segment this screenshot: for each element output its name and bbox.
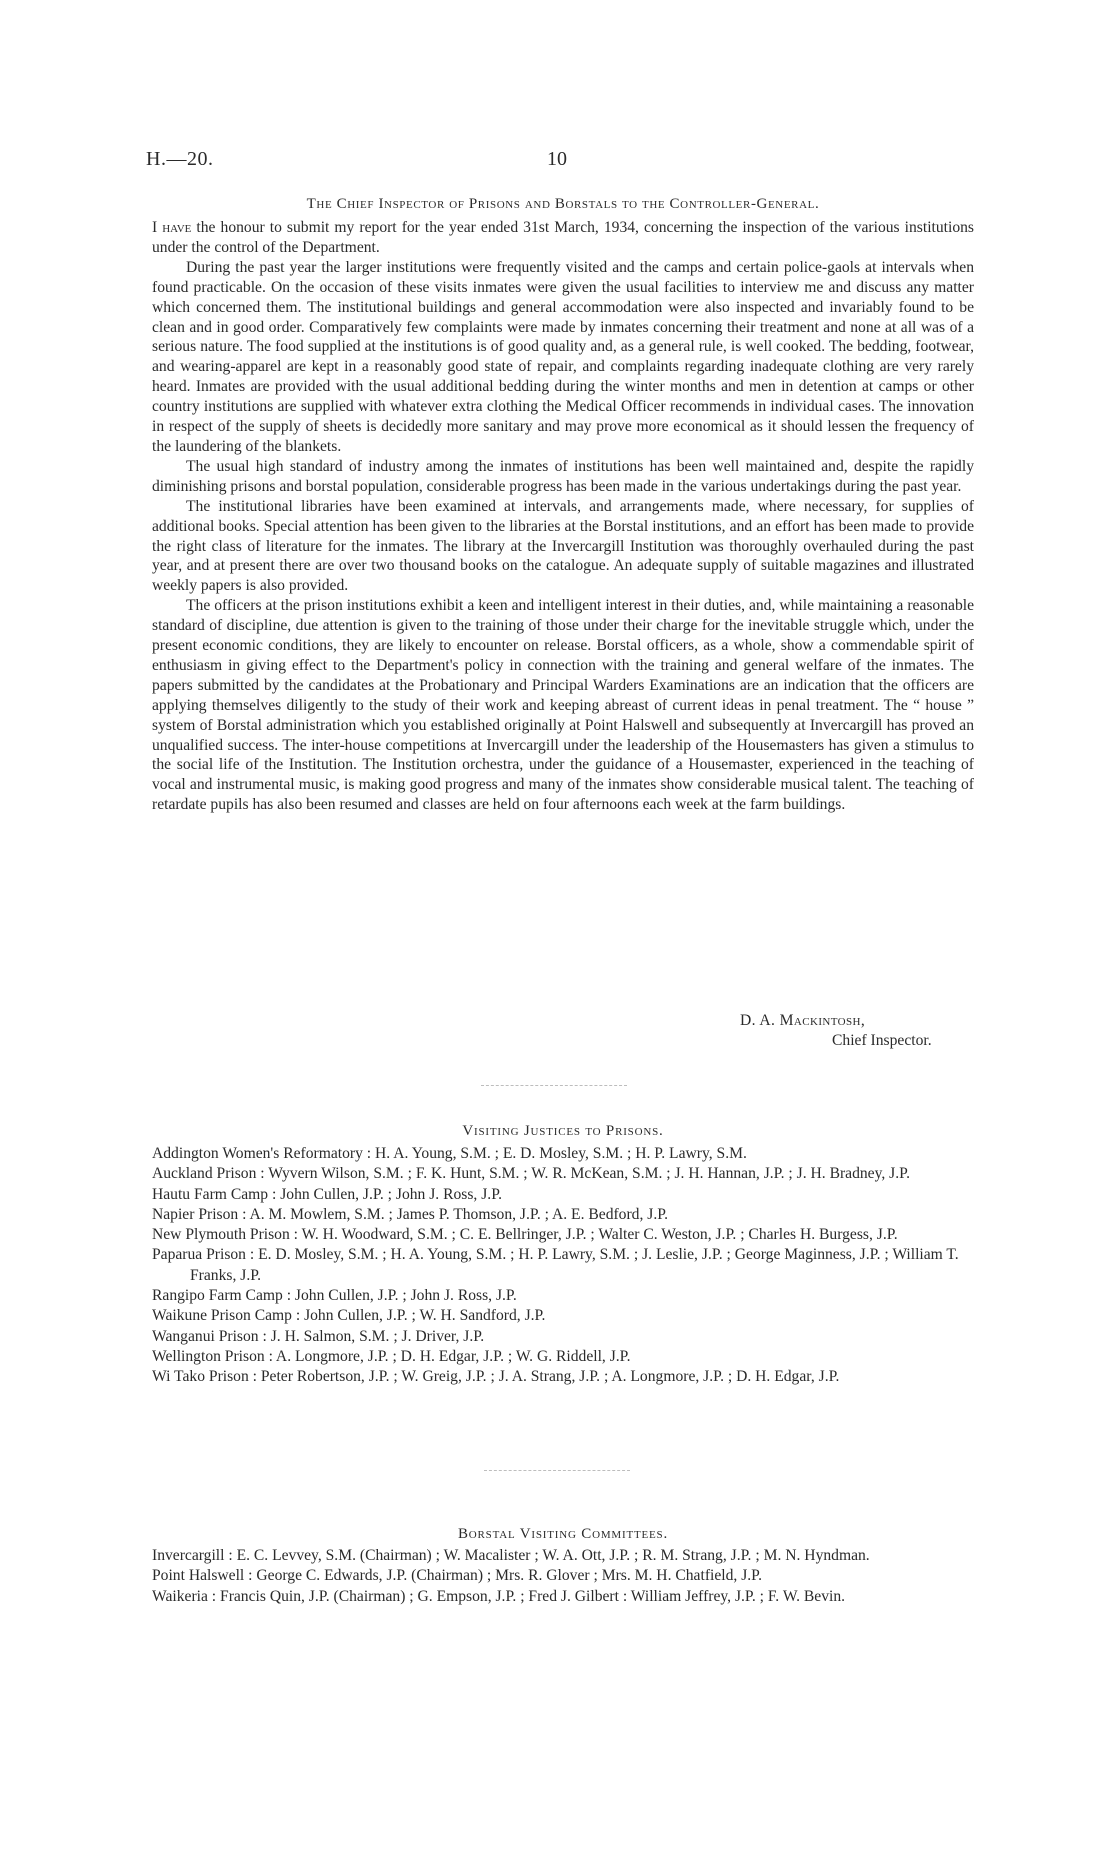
section-divider <box>484 1470 630 1471</box>
signature-title: Chief Inspector. <box>832 1032 932 1049</box>
list-item: Invercargill : E. C. Levvey, S.M. (Chairman) ; W. Macalister ; W. A. Ott, J.P. ; R. M. Strang, J.P. ; M. N. Hyndman. <box>152 1547 870 1564</box>
report-title: The Chief Inspector of Prisons and Borstals to the Controller-General. <box>306 196 820 212</box>
visiting-justices-list <box>152 1144 982 1388</box>
report-paragraph <box>152 218 974 258</box>
list-item: Rangipo Farm Camp : John Cullen, J.P. ; John J. Ross, J.P. <box>152 1287 517 1305</box>
signature-block <box>740 1011 932 1051</box>
report-paragraph: The usual high standard of industry among the inmates of institutions has been well maintained and, despite the rapidly diminishing prisons and borstal population, considerable progress has been made in the various undertakings during the past year. <box>152 457 974 495</box>
list-item: Auckland Prison : Wyvern Wilson, S.M. ; F. K. Hunt, S.M. ; W. R. McKean, S.M. ; J. H. Hannan, J.P. ; J. H. Bradney, J.P. <box>152 1165 910 1183</box>
list-item: Wellington Prison : A. Longmore, J.P. ; D. H. Edgar, J.P. ; W. G. Riddell, J.P. <box>152 1347 631 1365</box>
list-item: Wi Tako Prison : Peter Robertson, J.P. ; W. Greig, J.P. ; J. A. Strang, J.P. ; A. Longmore, J.P. ; D. H. Edgar, J.P. <box>152 1368 840 1386</box>
list-item: Paparua Prison : E. D. Mosley, S.M. ; H. A. Young, S.M. ; H. P. Lawry, S.M. ; J. Leslie, J.P. ; George Maginness, J.P. ; William T. Franks, J.P. <box>152 1246 959 1284</box>
signature-name: D. A. Mackintosh, <box>740 1012 866 1029</box>
list-item: Point Halswell : George C. Edwards, J.P. (Chairman) ; Mrs. R. Glover ; Mrs. M. H. Chatfield, J.P. <box>152 1567 762 1585</box>
list-item: Addington Women's Reformatory : H. A. Young, S.M. ; E. D. Mosley, S.M. ; H. P. Lawry, S.M. <box>152 1145 747 1162</box>
list-item: Napier Prison : A. M. Mowlem, S.M. ; James P. Thomson, J.P. ; A. E. Bedford, J.P. <box>152 1205 669 1223</box>
report-paragraph: During the past year the larger institutions were frequently visited and the camps and certain police-gaols at intervals when found practicable. On the occasion of these visits inmates were given the usual facilities to interview me and discuss any matter which concerned them. The institutional buildings and general accommodation were also inspected and invariably found to be clean and in good order. Comparatively few complaints were made by inmates concerning their treatment and none at all was of a serious nature. The food supplied at the institutions is of good quality and, as a general rule, is well cooked. The bedding, footwear, and wearing-apparel are kept in a reasonably good state of repair, and complaints regarding inadequate clothing are very rarely heard. Inmates are provided with the usual additional bedding during the winter months and men in detention at camps or other country institutions are supplied with whatever extra clothing the Medical Officer recommends in individual cases. The innovation in respect of the supply of sheets is decidedly more sanitary and may prove more economical as it should lessen the frequency of the laundering of the blankets. <box>152 258 974 455</box>
report-lead-words: I have <box>152 219 192 236</box>
report-body <box>152 218 974 815</box>
list-item: Waikune Prison Camp : John Cullen, J.P. ; W. H. Sandford, J.P. <box>152 1307 546 1325</box>
report-paragraph: The institutional libraries have been examined at intervals, and arrangements made, where necessary, for supplies of additional books. Special attention has been given to the libraries at the Borstal institutions, and an effort has been made to provide the right class of literature for the inmates. The library at the Invercargill Institution was thoroughly overhauled during the past year, and at present there are over two thousand books on the catalogue. An adequate supply of suitable magazines and illustrated weekly papers is also provided. <box>152 497 974 595</box>
list-item: Hautu Farm Camp : John Cullen, J.P. ; John J. Ross, J.P. <box>152 1185 503 1203</box>
list-item: Waikeria : Francis Quin, J.P. (Chairman) ; G. Empson, J.P. ; Fred J. Gilbert : William Jeffrey, J.P. ; F. W. Bevin. <box>152 1587 846 1605</box>
report-paragraph: The officers at the prison institutions exhibit a keen and intelligent interest in their duties, and, while maintaining a reasonable standard of discipline, due attention is given to the training of those under their charge for the inevitable struggle which, under the present economic conditions, they are likely to encounter on release. Borstal officers, as a whole, show a commendable spirit of enthusiasm in giving effect to the Department's policy in connection with the training and general welfare of the inmates. The papers submitted by the candidates at the Probationary and Principal Warders Examinations are an indication that the officers are applying themselves diligently to the study of their work and keeping abreast of current ideas in penal treatment. The “ house ” system of Borstal administration which you established originally at Point Halswell and subsequently at Invercargill has proved an unqualified success. The inter-house competitions at Invercargill under the leadership of the Housemasters has given a stimulus to the social life of the Institution. The Institution orchestra, under the guidance of a Housemaster, experienced in the teaching of vocal and instrumental music, is making good progress and many of the inmates show considerable musical talent. The teaching of retardate pupils has also been resumed and classes are held on four afternoons each week at the farm buildings. <box>152 597 974 814</box>
page-number: 10 <box>547 148 567 170</box>
borstal-committees-title: Borstal Visiting Committees. <box>458 1526 668 1542</box>
document-reference: H.—20. <box>146 148 214 170</box>
visiting-justices-title: Visiting Justices to Prisons. <box>462 1123 664 1139</box>
list-item: Wanganui Prison : J. H. Salmon, S.M. ; J. Driver, J.P. <box>152 1327 485 1345</box>
list-item: New Plymouth Prison : W. H. Woodward, S.M. ; C. E. Bellringer, J.P. ; Walter C. Weston, J.P. ; Charles H. Burgess, J.P. <box>152 1226 898 1244</box>
section-divider <box>481 1085 627 1086</box>
borstal-committees-list <box>152 1546 982 1607</box>
report-paragraph-text: the honour to submit my report for the year ended 31st March, 1934, concerning the inspection of the various institutions under the control of the Department. <box>152 219 974 256</box>
